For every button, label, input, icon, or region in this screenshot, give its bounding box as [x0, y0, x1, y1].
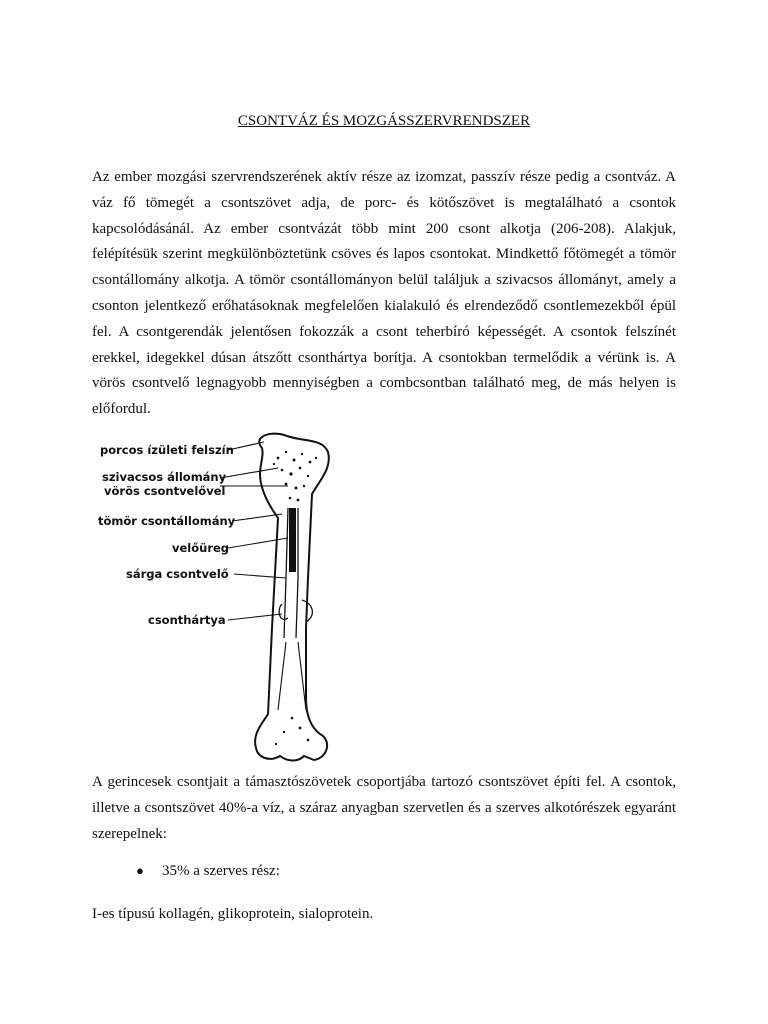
femur-drawing [255, 434, 329, 761]
label-porcos: porcos ízületi felszín [100, 443, 234, 457]
page-title: CSONTVÁZ ÉS MOZGÁSSZERVRENDSZER [237, 113, 531, 129]
protein-line: I-es típusú kollagén, glikoprotein, sialoprotein. [92, 906, 374, 922]
intro-paragraph: Az ember mozgási szervrendszerének aktív része az izomzat, passzív része pedig a csontváz. A váz fő tömegét a csontszövet adja, de porc- és kötőszövet is megtalálható a csontok kapcsolódásánál. Az ember csontvázát több mint 200 csont alkotja (206-208). Alakjuk, felépítésük szerint megkülönböztetünk csöves és lapos csontokat. Mindkettő főtömegét a tömör csontállomány alkotja. A tömör csontállományon belül találjuk a szivacsos állományt, amely a csonton jelentkező erőhatásoknak megfelelően kialakuló és elrendeződő csontlemezekből épül fel. A csontgerendák jelentősen fokozzák a csont teherbíró képességét. A csontok felszínét erekkel, idegekkel dúsan átszőtt csonthártya borítja. A csontokban termelődik a vérünk is. A vörös csontvelő legnagyobb mennyiségben a combcsontban található meg, de más helyen is előfordul. [92, 169, 676, 418]
marrow-cavity [289, 508, 296, 572]
label-szivacsos: szivacsos állomány [102, 470, 227, 484]
bullet-dot-icon: ● [136, 863, 144, 878]
label-csonthartya: csonthártya [148, 613, 226, 627]
bone-diagram [92, 428, 352, 764]
label-veloureg: velőüreg [172, 541, 230, 555]
label-tomor: tömör csontállomány [98, 514, 236, 528]
inner-wall-right [296, 508, 298, 638]
tissue-paragraph: A gerincesek csontjait a támasztószövetek csoportjába tartozó csontszövet építi fel. A csontok, illetve a csontszövet 40%-a víz, a száraz anyagban szervetlen és a szerves alkotórészek egyaránt szerepelnek: [92, 774, 676, 842]
bullet-text: 35% a szerves rész: [162, 863, 280, 879]
femur-head-outline [255, 434, 329, 761]
bullet-item [136, 863, 280, 880]
label-sarga: sárga csontvelő [126, 567, 229, 581]
distal-lines [278, 642, 306, 710]
label-voros-csontvelo: vörös csontvelővel [104, 484, 226, 498]
